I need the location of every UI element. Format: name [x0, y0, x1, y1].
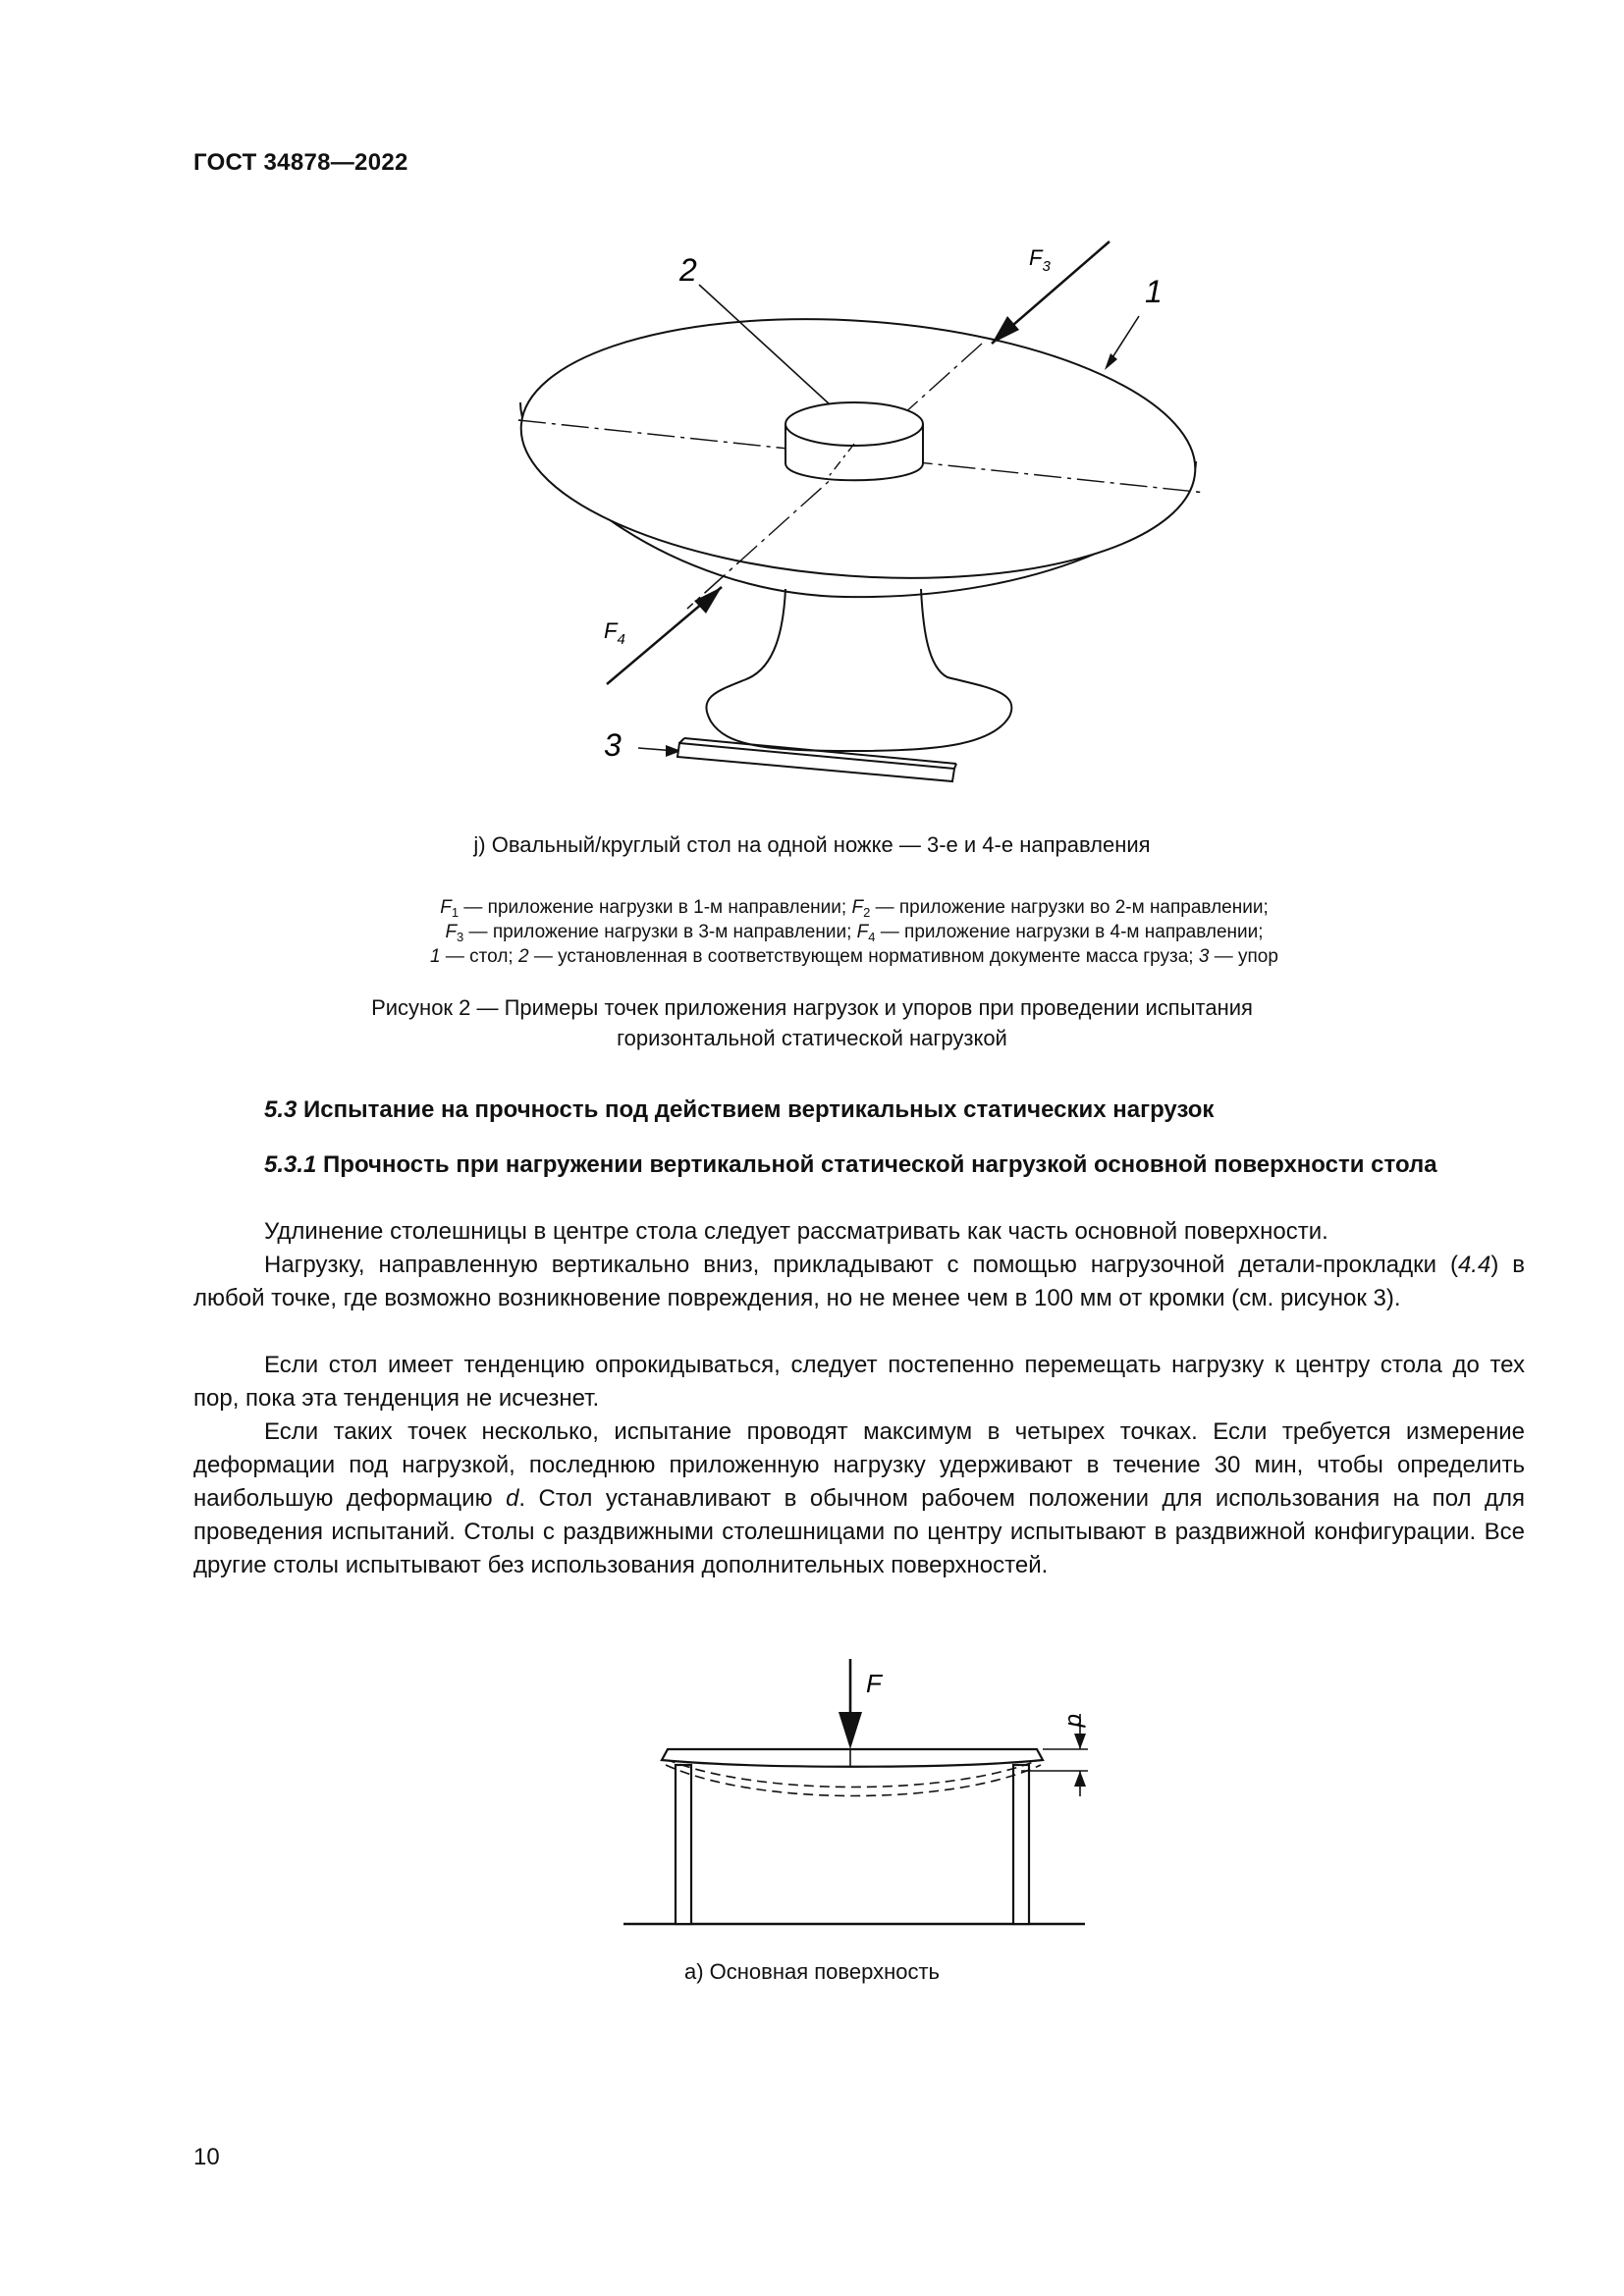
force-f4-arrowhead: [694, 587, 722, 614]
label-f3: $F_3$: [1029, 245, 1051, 275]
figure-legend: [324, 895, 1384, 969]
legend-line-3: 1 — стол; 2 — установленная в соответствующем нормативном документе масса груза; 3 — упор: [430, 946, 1278, 967]
paragraph-2: Нагрузку, направленную вертикально вниз, прикладывают с помощью нагрузочной детали-прокладки (4.4) в любой точке, где возможно возникновение повреждения, но не менее чем в 100 мм от кромки (см. рисунок 3).: [193, 1252, 1525, 1311]
label-1: 1: [1145, 274, 1163, 309]
figure-2-title: Рисунок 2 — Примеры точек приложения нагрузок и упоров при проведении испытания горизонтальной статической нагрузкой: [371, 995, 1253, 1050]
section-5-3-heading: 5.3 Испытание на прочность под действием вертикальных статических нагрузок: [264, 1096, 1215, 1123]
figure-a-caption: а) Основная поверхность: [683, 1959, 940, 1984]
mass-cylinder: [785, 402, 923, 480]
force-f-arrowhead: [839, 1712, 862, 1749]
figure-a-drawing: [589, 1649, 1100, 1944]
document-header: ГОСТ 34878—2022: [193, 149, 408, 176]
paragraph-3: Если стол имеет тенденцию опрокидываться, следует постепенно перемещать нагрузку к центру стола до тех пор, пока эта тенденция не исчезнет.: [193, 1352, 1525, 1412]
label-d: d: [1062, 1714, 1089, 1728]
legend-line-2: $F_3$ — приложение нагрузки в 3-м направлении; $F_4$ — приложение нагрузки в 4-м направлении;: [445, 922, 1264, 944]
paragraph-1: Удлинение столешницы в центре стола следует рассматривать как часть основной поверхности.: [264, 1218, 1328, 1245]
figure-j-caption: j) Овальный/круглый стол на одной ножке — 3-е и 4-е направления: [473, 832, 1151, 857]
force-f3-arrowhead: [992, 316, 1019, 344]
section-5-3-1-heading: 5.3.1 Прочность при нагружении вертикальной статической нагрузкой основной поверхности стола: [264, 1151, 1437, 1178]
table-leg-right: [1013, 1765, 1029, 1924]
table-pedestal: [706, 589, 1011, 751]
paragraph-4: Если таких точек несколько, испытание проводят максимум в четырех точках. Если требуется измерение деформации под нагрузкой, последнюю приложенную нагрузку удерживают в течение 30 мин, чтобы определить наибольшую деформацию d. Стол устанавливают в обычном рабочем положении для использования на пол для проведения испытаний. Столы с раздвижными столешницами по центру испытывают в раздвижной конфигурации. Все другие столы испытывают без использования дополнительных поверхностей.: [193, 1418, 1526, 1578]
figure-j-drawing: [0, 0, 1624, 825]
page-number: 10: [193, 2144, 220, 2170]
table-leg-left: [676, 1765, 691, 1924]
label-f4: $F_4$: [604, 618, 625, 648]
legend-line-1: $F_1$ — приложение нагрузки в 1-м направлении; $F_2$ — приложение нагрузки во 2-м направлении;: [440, 897, 1269, 920]
deflected-tabletop: [666, 1765, 1041, 1796]
label-2: 2: [679, 252, 697, 288]
tabletop: [662, 1749, 1043, 1767]
label-f: F: [866, 1669, 882, 1698]
label-3: 3: [604, 727, 622, 763]
